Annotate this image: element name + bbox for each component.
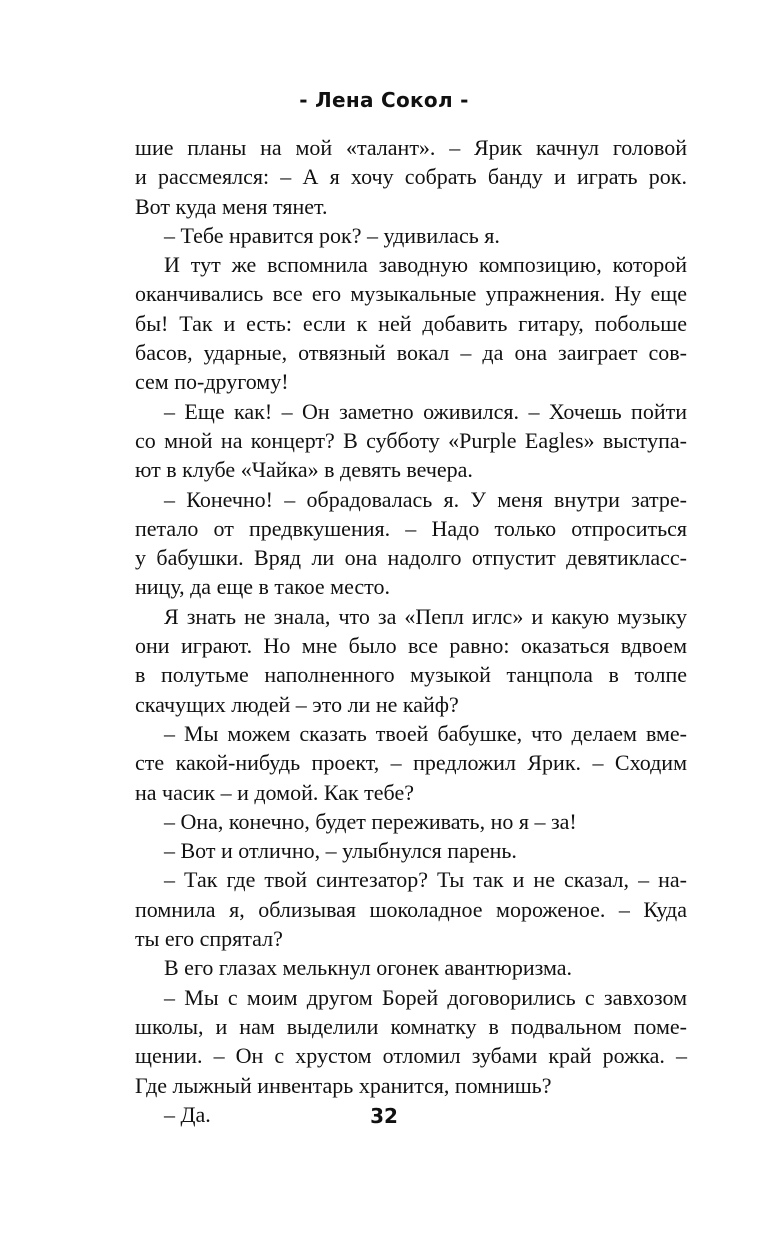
text-line: – Да. bbox=[164, 1101, 211, 1127]
text-line: на часик – и домой. Как тебе? bbox=[135, 779, 414, 805]
text-line: оканчивались все его музыкальные упражнения. Ну еще bbox=[135, 281, 687, 307]
text-line: ты его спрятал? bbox=[135, 926, 283, 952]
text-line: сте какой-нибудь проект, – предложил Ярик. – Сходим bbox=[135, 750, 687, 776]
text-line: – Она, конечно, будет переживать, но я – за! bbox=[164, 808, 577, 834]
text-line: скачущих людей – это ли не кайф? bbox=[135, 691, 459, 717]
text-line: сем по-другому! bbox=[135, 369, 289, 395]
text-line: – Мы можем сказать твоей бабушке, что делаем вме- bbox=[164, 720, 687, 746]
text-line: они играют. Но мне было все равно: оказаться вдвоем bbox=[135, 633, 687, 659]
page-number: 32 bbox=[370, 1104, 398, 1128]
text-line: помнила я, облизывая шоколадное мороженое. – Куда bbox=[135, 896, 687, 922]
text-line: И тут же вспомнила заводную композицию, которой bbox=[164, 252, 687, 278]
text-line: – Мы с моим другом Борей договорились с завхозом bbox=[164, 984, 687, 1010]
text-line: ют в клубе «Чайка» в девять вечера. bbox=[135, 457, 473, 483]
text-line: и рассмеялся: – А я хочу собрать банду и играть рок. bbox=[135, 164, 687, 190]
text-line: – Конечно! – обрадовалась я. У меня внутри затре- bbox=[164, 486, 687, 512]
text-line: – Тебе нравится рок? – удивилась я. bbox=[164, 222, 500, 248]
text-line: петало от предвкушения. – Надо только отпроситься bbox=[135, 515, 687, 541]
text-line: Где лыжный инвентарь хранится, помнишь? bbox=[135, 1072, 552, 1098]
text-line: шие планы на мой «талант». – Ярик качнул головой bbox=[135, 135, 687, 160]
running-head-title: - Лена Сокол - bbox=[299, 88, 469, 112]
text-line: в полутьме наполненного музыкой танцпола в толпе bbox=[135, 662, 687, 688]
text-line: у бабушки. Вряд ли она надолго отпустит девятикласс- bbox=[135, 545, 687, 571]
text-line: Вот куда меня тянет. bbox=[135, 193, 328, 219]
text-line: Я знать не знала, что за «Пепл иглс» и какую музыку bbox=[164, 603, 687, 629]
body-text bbox=[135, 133, 687, 1129]
text-line: – Вот и отлично, – улыбнулся парень. bbox=[164, 838, 517, 864]
text-line: бы! Так и есть: если к ней добавить гитару, побольше bbox=[135, 310, 687, 336]
text-line: басов, ударные, отвязный вокал – да она заиграет сов- bbox=[135, 340, 687, 366]
text-line: – Так где твой синтезатор? Ты так и не сказал, – на- bbox=[164, 867, 687, 893]
text-line: – Еще как! – Он заметно оживился. – Хочешь пойти bbox=[164, 398, 687, 424]
text-line: со мной на концерт? В субботу «Purple Eagles» выступа- bbox=[135, 427, 687, 453]
text-line: ницу, да еще в такое место. bbox=[135, 574, 391, 600]
text-line: щении. – Он с хрустом отломил зубами край рожка. – bbox=[135, 1043, 687, 1069]
text-line: школы, и нам выделили комнатку в подвальном поме- bbox=[135, 1013, 687, 1039]
text-line: В его глазах мелькнул огонек авантюризма. bbox=[164, 955, 573, 981]
